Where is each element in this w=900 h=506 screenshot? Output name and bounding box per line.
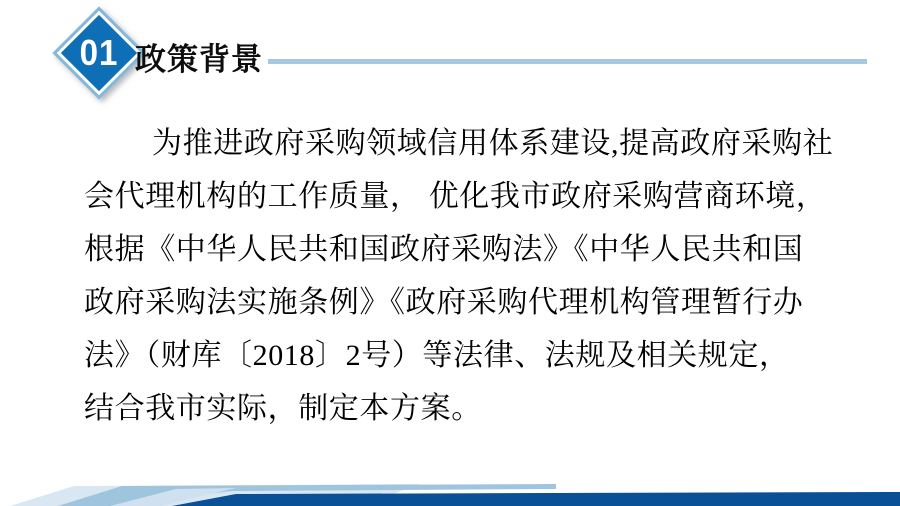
body-paragraph	[84, 117, 832, 435]
body-line: 为推进政府采购领域信用体系建设,提高政府采购社	[152, 127, 834, 160]
footer-decoration	[0, 482, 900, 506]
title-underline	[268, 59, 867, 64]
page-title: 政策背景	[135, 42, 263, 77]
body-line: 结合我市实际，制定本方案。	[84, 392, 482, 425]
body-line: 根据《中华人民共和国政府采购法》《中华人民共和国	[84, 233, 804, 266]
body-line: 会代理机构的工作质量， 优化我市政府采购营商环境，	[84, 180, 827, 213]
diamond-icon	[57, 11, 142, 96]
section-number: 01	[79, 31, 119, 73]
body-line: 法》（财库〔2018〕2号）等法律、法规及相关规定，	[84, 339, 790, 372]
body-line: 政府采购法实施条例》《政府采购代理机构管理暂行办	[84, 286, 804, 319]
